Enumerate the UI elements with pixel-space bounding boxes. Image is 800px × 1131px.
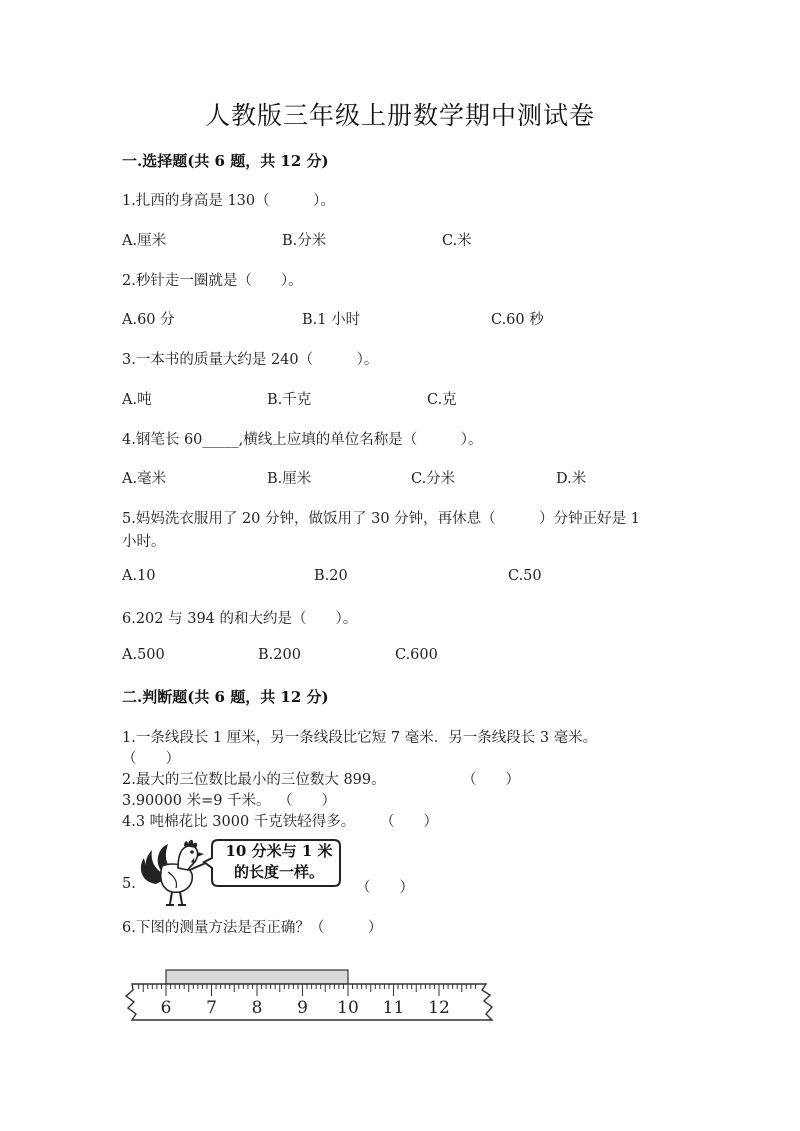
question-3-option-b: B.千克 <box>267 392 312 408</box>
question-5-option-b: B.20 <box>314 568 348 584</box>
ruler-label: 11 <box>382 998 405 1018</box>
judgement-5-paren: （ ） <box>356 880 414 896</box>
judgement-2-paren: （ ） <box>462 772 520 788</box>
question-5-stem-line2: 小时。 <box>122 534 166 550</box>
speech-bubble-line2: 的长度一样。 <box>233 863 324 881</box>
question-3-option-c: C.克 <box>427 392 457 408</box>
judgement-2-text: 2.最大的三位数比最小的三位数大 899。 <box>122 772 386 788</box>
ruler-label: 8 <box>251 998 263 1018</box>
question-4-option-b: B.厘米 <box>267 471 312 487</box>
section-heading-judgement: 二.判断题(共 6 题，共 12 分) <box>122 688 329 706</box>
question-1-option-b: B.分米 <box>282 233 327 249</box>
measured-object-bar <box>166 970 348 984</box>
question-5-option-a: A.10 <box>122 568 156 584</box>
section-heading-choice: 一.选择题(共 6 题，共 12 分) <box>122 152 329 170</box>
judgement-1-paren: （ ） <box>122 751 180 767</box>
judgement-4-paren: （ ） <box>380 814 438 830</box>
question-4-stem: 4.钢笔长 60_____,横线上应填的单位名称是（ ）。 <box>122 432 483 448</box>
question-2-stem: 2.秒针走一圈就是（ ）。 <box>122 273 303 289</box>
ruler-label: 9 <box>297 998 308 1018</box>
question-1-option-a: A.厘米 <box>122 233 167 249</box>
question-4-option-c: C.分米 <box>411 471 456 487</box>
question-6-option-a: A.500 <box>122 647 165 663</box>
question-1-option-c: C.米 <box>442 233 472 249</box>
question-6-stem: 6.202 与 394 的和大约是（ ）。 <box>122 611 358 627</box>
question-2-option-c: C.60 秒 <box>491 312 544 328</box>
question-3-option-a: A.吨 <box>122 392 152 408</box>
question-1-stem: 1.扎西的身高是 130（ ）。 <box>122 193 335 209</box>
question-6-option-c: C.600 <box>395 647 438 663</box>
question-5-option-c: C.50 <box>508 568 542 584</box>
ruler-label: 7 <box>206 998 217 1018</box>
question-4-option-d: D.米 <box>556 471 587 487</box>
question-3-stem: 3.一本书的质量大约是 240（ ）。 <box>122 352 379 368</box>
ruler-label: 12 <box>428 998 450 1018</box>
ruler-figure <box>124 962 504 1024</box>
speech-bubble-line1: 10 分米与 1 米 <box>225 842 333 860</box>
judgement-6-text: 6.下图的测量方法是否正确？（ ） <box>122 920 383 936</box>
question-4-option-a: A.毫米 <box>122 471 167 487</box>
judgement-1-line1: 1.一条线段长 1 厘米，另一条线段比它短 7 毫米．另一条线段长 3 毫米。 <box>122 730 598 746</box>
ruler-label: 6 <box>160 998 172 1018</box>
page-title: 人教版三年级上册数学期中测试卷 <box>204 101 595 130</box>
judgement-3-text: 3.90000 米=9 千米。 <box>122 793 271 809</box>
question-6-option-b: B.200 <box>258 647 301 663</box>
question-5-stem-line1: 5.妈妈洗衣服用了 20 分钟，做饭用了 30 分钟，再休息（ ）分钟正好是 1 <box>122 511 641 527</box>
ruler-label: 10 <box>337 998 359 1018</box>
judgement-4-text: 4.3 吨棉花比 3000 千克铁轻得多。 <box>122 814 356 830</box>
question-2-option-b: B.1 小时 <box>302 312 361 328</box>
judgement-5-label: 5. <box>122 876 136 892</box>
question-2-option-a: A.60 分 <box>122 312 175 328</box>
judgement-3-paren: （ ） <box>278 793 336 809</box>
